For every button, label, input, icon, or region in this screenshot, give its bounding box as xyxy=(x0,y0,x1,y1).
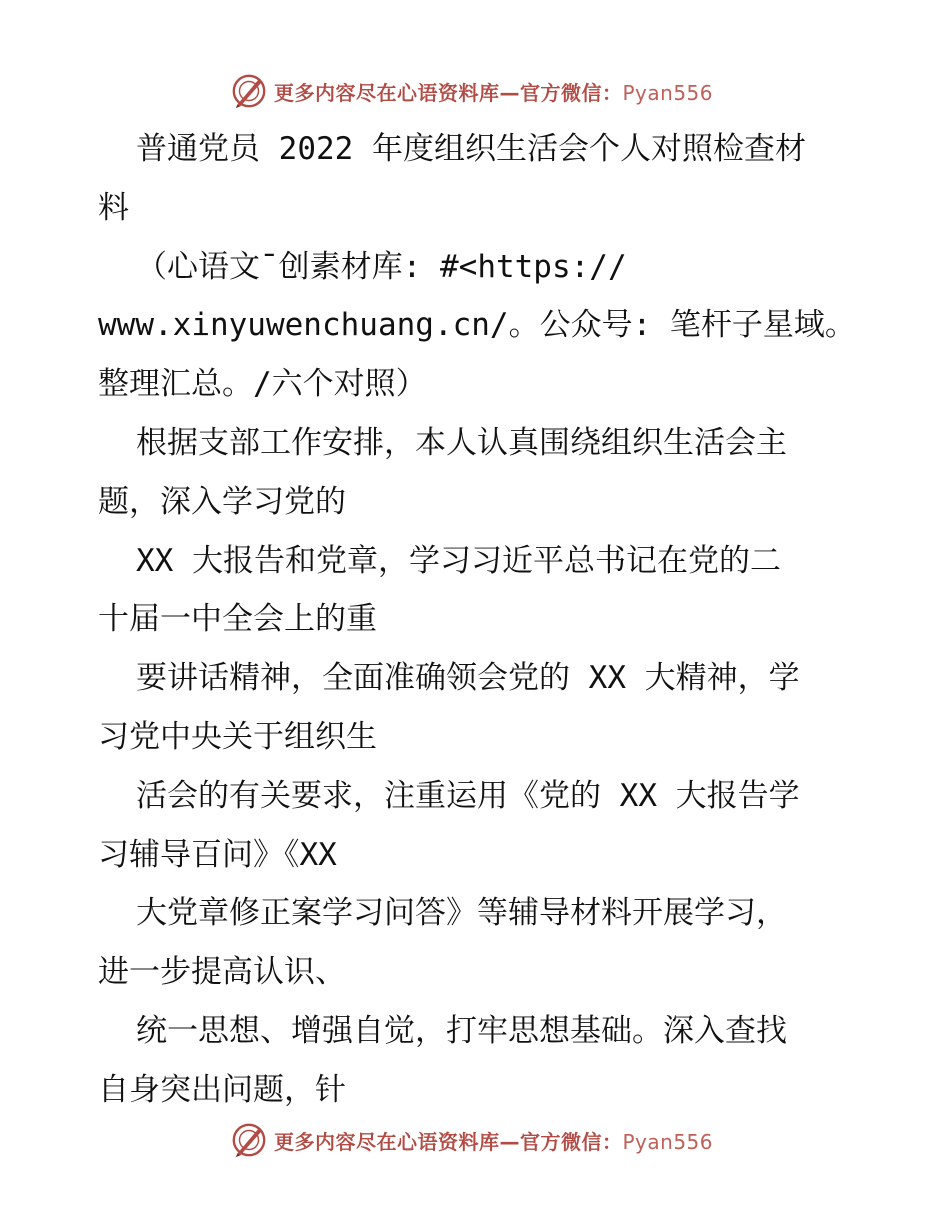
text-line: 大党章修正案学习问答》等辅导材料开展学习， xyxy=(136,895,787,932)
banner-handle: Pyan556 xyxy=(622,1129,714,1154)
document-body xyxy=(98,120,858,1120)
text-line: （心语文¯创素材库: #<https:// xyxy=(136,248,627,285)
text-line: 活会的有关要求，注重运用《党的 XX 大报告学 xyxy=(136,777,800,814)
text-line: XX 大报告和党章，学习习近平总书记在党的二 xyxy=(136,542,781,579)
banner-label: 更多内容尽在心语资料库—官方微信：Pyan556 xyxy=(274,1129,714,1154)
footer-banner xyxy=(230,1120,713,1160)
text-line: 十届一中全会上的重 xyxy=(98,601,377,638)
pen-logo-icon xyxy=(230,1121,268,1159)
text-line: www.xinyuwenchuang.cn/。公众号: 笔杆子星域。 xyxy=(98,307,856,344)
text-line: 进一步提高认识、 xyxy=(98,954,346,991)
text-line: 习党中央关于组织生 xyxy=(98,718,377,755)
text-line: 料 xyxy=(98,189,129,226)
text-line: 习辅导百问》《XX xyxy=(98,836,337,873)
text-line: 自身突出问题，针 xyxy=(98,1071,346,1108)
banner-handle: Pyan556 xyxy=(622,80,714,105)
text-line: 要讲话精神，全面准确领会党的 XX 大精神，学 xyxy=(136,660,800,697)
text-line: 根据支部工作安排，本人认真围绕组织生活会主 xyxy=(136,424,787,461)
banner-label: 更多内容尽在心语资料库—官方微信：Pyan556 xyxy=(274,80,714,105)
pen-logo-icon xyxy=(230,72,268,110)
text-line: 统一思想、增强自觉，打牢思想基础。深入查找 xyxy=(136,1012,787,1049)
text-line: 整理汇总。/六个对照） xyxy=(98,366,427,403)
text-line: 题，深入学习党的 xyxy=(98,483,346,520)
header-banner xyxy=(230,71,713,111)
text-line: 普通党员 2022 年度组织生活会个人对照检查材 xyxy=(136,131,806,167)
